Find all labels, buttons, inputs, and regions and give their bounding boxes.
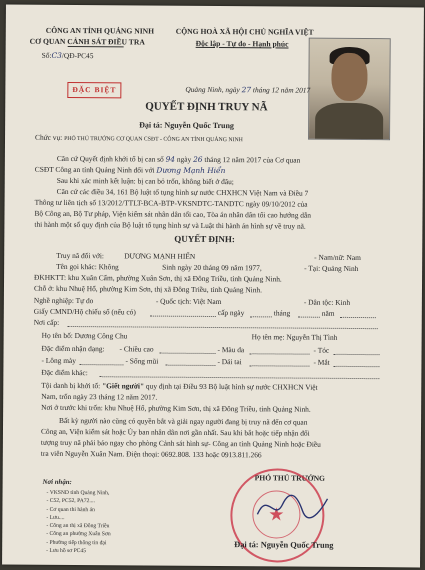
wanted-notice-document <box>2 5 424 568</box>
issue-place-label: Nơi cấp: <box>33 317 60 327</box>
crime-line-3: Nơi ở trước khi trốn: khu Nhuệ Hổ, phường Kim Sơn, thị xã Đông Triều, tỉnh Quảng Ninh. <box>41 402 311 414</box>
skin-line <box>250 353 310 354</box>
hair-line <box>334 354 380 355</box>
number-suffix: /QĐ-PC45 <box>61 50 94 61</box>
basis-line-7: thi hành một số quy định của Bộ luật tố tụng hình sự và Luật thi hành án hình sự về truy nã. <box>34 219 306 231</box>
basis-line-3: Sau khi xác minh kết luận: bị can bỏ trốn, không biết ở đâu; <box>56 175 234 187</box>
recipient-item: - Phường tiếp thông tin đại <box>46 539 107 547</box>
residence-field: Chỗ ở: khu Nhuệ Hổ, phường Kim Sơn, thị xã Đông Triều, tỉnh Quảng Ninh. <box>33 283 263 295</box>
authority-rank: Đại tá: Nguyễn Quốc Trung <box>139 120 234 131</box>
id-day-line <box>250 316 272 317</box>
birth-date-field: Sinh ngày 20 tháng 09 năm 1977, <box>162 262 262 273</box>
nose-line <box>165 365 215 366</box>
sex-field: - Nam/nữ: Nam <box>314 252 361 263</box>
recipient-item: - VKSND tỉnh Quảng Ninh, <box>46 489 110 497</box>
id-number-line <box>150 316 216 317</box>
basis-text: tháng 12 năm 2017 của Cơ quan <box>204 154 301 165</box>
brows-field: - Lông mày <box>41 355 76 366</box>
crime-line-2: Nam, trốn ngày 23 tháng 12 năm 2017. <box>41 391 158 402</box>
nose-field: - Sống mũi <box>125 356 159 366</box>
crime-line-5: Công an, Viện kiểm sát hoặc Ủy ban nhân dân nơi gần nhất. Sau khi bắt hoặc tiếp nhận đối <box>40 426 310 438</box>
decision-day: 26 <box>193 154 203 164</box>
other-features-line <box>99 376 379 379</box>
recipients-list <box>46 489 111 556</box>
decision-heading: QUYẾT ĐỊNH: <box>174 233 235 245</box>
other-features-label: Đặc điểm khác: <box>41 367 88 378</box>
ethnic-field: - Dân tộc: Kinh <box>303 297 351 307</box>
agency-name: CÔNG AN TỈNH QUẢNG NINH <box>45 25 155 36</box>
signature-title: PHÓ THỦ TRƯỞNG <box>254 473 326 483</box>
recipient-item: - Công an thị xã Đông Triều <box>46 523 110 530</box>
recipient-item: - C52, PC52, PA72.... <box>46 498 95 505</box>
recipient-item: - Cơ quan thi hành án <box>46 506 95 513</box>
job-field: Nghề nghiệp: Tự do <box>33 295 94 306</box>
date-month-year: tháng 12 năm 2017 <box>252 85 311 95</box>
id-month-label: tháng <box>273 308 291 318</box>
id-issued-label: cấp ngày <box>217 308 245 318</box>
crime-text: Tội danh bị khởi tố: <box>41 380 101 391</box>
alias-field: Tên gọi khác: Không <box>56 261 119 272</box>
number-value: C3 <box>51 50 62 60</box>
id-year-line <box>340 317 376 318</box>
mother-field: Họ tên mẹ: Nguyễn Thị Tình <box>251 332 338 342</box>
wanted-name: DƯƠNG MẠNH HIỂN <box>124 251 196 261</box>
position-label: Chức vụ: <box>35 132 63 142</box>
brows-line <box>79 364 123 365</box>
basis-text: CSĐT Công an tỉnh Quảng Ninh đối với <box>34 164 155 175</box>
recipient-item: - Lưu hồ sơ PC45 <box>46 547 87 555</box>
photo-shirt <box>315 103 383 141</box>
office-name: CƠ QUAN CẢNH SÁT ĐIỀU TRA <box>29 36 145 47</box>
date-prefix: Quảng Ninh, ngày <box>185 84 240 95</box>
crime-line-7: tra viên Nguyễn Xuân Nam. Điện thoại: 0692.808. 133 hoặc 0913.811.266 <box>40 448 262 460</box>
header-left-rule <box>68 46 124 47</box>
basis-text: Căn cứ Quyết định khởi tố bị can số <box>56 153 164 164</box>
features-label: Đặc điểm nhận dạng: <box>41 343 105 354</box>
eyes-field: - Mắt <box>313 357 330 367</box>
motto: Độc lập - Tự do - Hạnh phúc <box>195 38 289 49</box>
special-stamp: ĐẶC BIỆT <box>67 82 121 98</box>
authority-position <box>35 132 243 146</box>
basis-line-5: Thông tư liên tịch số 13/2012/TTLT-BCA-BTP-VKSNDTC-TANDTC ngày 09/10/2012 của <box>34 197 308 209</box>
hair-field: - Tóc <box>313 345 330 355</box>
hktt-field: ĐKHKTT: khu Xuân Cẩm, phường Xuân Sơn, thị xã Đông Triều, tỉnh Quảng Ninh. <box>34 272 282 284</box>
skin-field: - Màu da <box>217 345 245 355</box>
nationality-field: - Quốc tịch: Việt Nam <box>155 296 222 307</box>
issue-place-line <box>68 326 378 329</box>
id-month-line <box>298 317 320 318</box>
eyes-line <box>333 366 379 367</box>
id-field: Giấy CMND/Hộ chiếu số (nếu có) <box>33 306 136 317</box>
photo-face <box>331 53 367 101</box>
republic-name: CỘNG HOÀ XÃ HỘI CHỦ NGHĨA VIỆT <box>175 26 314 37</box>
basis-line-6: Bộ Công an, Bộ Tư pháp, Viện kiểm sát nhân dân tối cao, Tòa án nhân dân tối cao hướng dẫn <box>34 208 311 220</box>
seal-star-icon: ★ <box>252 490 300 538</box>
document-number <box>42 51 94 60</box>
crime-line-6: tượng truy nã phải báo ngay cho phòng Cảnh sát hình sự- Công an tỉnh Quảng Ninh hoặc Điều <box>40 437 321 449</box>
recipients-title: Nơi nhận: <box>42 478 72 487</box>
suspect-photo <box>308 38 391 141</box>
ears-field: - Dái tai <box>217 357 242 367</box>
wanted-label: Truy nã đối với: <box>56 250 105 261</box>
suspect-name-handwritten: Dương Mạnh Hiển <box>156 165 226 176</box>
basis-line-4: Căn cứ các điều 34, 161 Bộ luật tố tụng hình sự nước CHXHCN Việt Nam và Điều 7 <box>56 186 309 198</box>
birthplace-field: - Tại: Quảng Ninh <box>304 263 359 274</box>
document-title: QUYẾT ĐỊNH TRUY NÃ <box>145 100 268 114</box>
basis-text: ngày <box>176 154 192 164</box>
position-value: PHÓ THỦ TRƯỞNG CƠ QUAN CSĐT - CÔNG AN TỈNH QUẢNG NINH <box>64 135 243 144</box>
decision-number: 94 <box>165 154 176 164</box>
height-field: - Chiều cao <box>119 344 154 354</box>
father-field: Họ tên bố: Dương Công Chu <box>41 330 128 341</box>
crime-line-4: Bất kỳ người nào cũng có quyền bắt và giải ngay người đang bị truy nã đến cơ quan <box>59 415 308 427</box>
crime-text: quy định tại Điều 93 Bộ luật hình sự nước CHXHCN Việt <box>145 381 318 392</box>
number-prefix: Số: <box>41 50 52 60</box>
crime-charge: "Giết người" <box>102 381 145 391</box>
handwritten-signature <box>252 486 332 527</box>
recipient-item: - Công an phường Xuân Sơn <box>46 531 111 538</box>
recipient-item: - Lưu.... <box>46 514 65 521</box>
signer-name: Đại tá: Nguyễn Quốc Trung <box>234 540 334 550</box>
id-year-label: năm <box>321 308 335 318</box>
ears-line <box>249 365 309 366</box>
height-line <box>160 353 216 354</box>
date-line <box>185 85 310 95</box>
date-day: 27 <box>241 85 252 95</box>
